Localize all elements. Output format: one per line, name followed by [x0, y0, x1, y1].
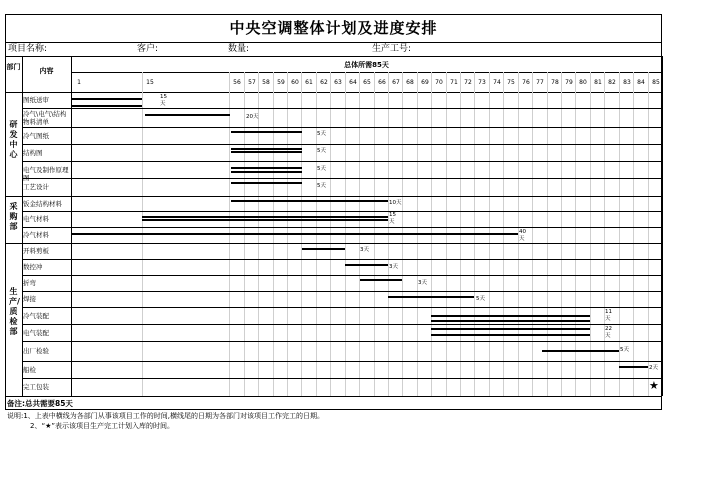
timeline-day-62: 62: [320, 79, 328, 86]
customer-label: 客户:: [137, 44, 159, 54]
dept-production-qc: 生产/质检部: [9, 287, 20, 336]
page-title: 中央空调整体计划及进度安排: [229, 19, 438, 37]
row-divider: [22, 227, 662, 228]
row-divider: [22, 178, 662, 179]
gantt-bar: [142, 216, 388, 218]
timeline-day-56: 56: [233, 79, 241, 86]
grid-column-line: [590, 72, 591, 396]
gantt-bar: [145, 114, 230, 116]
gantt-bar: [231, 151, 302, 153]
duration-label: 15天: [160, 94, 167, 107]
task-label: 船检: [23, 365, 36, 374]
dept-header: 部门: [6, 63, 21, 71]
divider: [71, 72, 662, 73]
grid-column-line: [575, 72, 576, 396]
completion-star-icon: ★: [649, 379, 659, 392]
row-divider: [22, 161, 662, 162]
row-divider: [22, 127, 662, 128]
timeline-day-68: 68: [406, 79, 414, 86]
gantt-bar: [302, 248, 345, 250]
timeline-day-78: 78: [551, 79, 559, 86]
gantt-bar: [431, 320, 590, 322]
task-label: 冷气\电气\结构物料清单: [23, 109, 67, 126]
gantt-bar: [360, 279, 402, 281]
timeline-day-72: 72: [464, 79, 472, 86]
duration-label: 5天: [317, 148, 326, 154]
timeline-day-70: 70: [435, 79, 443, 86]
task-label: 出厂检验: [23, 347, 49, 355]
divider: [5, 196, 662, 197]
duration-label: 20天: [246, 114, 259, 120]
task-label: 焊接: [23, 295, 36, 303]
timeline-day-73: 73: [478, 79, 486, 86]
timeline-day-67: 67: [392, 79, 400, 86]
task-label: 完工包装: [23, 383, 49, 391]
task-label: 折弯: [23, 279, 36, 287]
grid-column-line: [532, 72, 533, 396]
duration-label: 11天: [605, 309, 612, 322]
timeline-day-63: 63: [334, 79, 342, 86]
row-divider: [22, 361, 662, 362]
row-divider: [22, 275, 662, 276]
task-label: 电气装配: [23, 328, 49, 337]
gantt-bar: [388, 296, 474, 298]
gantt-bar: [71, 233, 518, 235]
timeline-day-81: 81: [594, 79, 602, 86]
row-divider: [22, 259, 662, 260]
gantt-bar: [231, 167, 302, 169]
row-divider: [22, 378, 662, 379]
timeline-day-1: 1: [77, 79, 81, 86]
gantt-bar: [142, 219, 388, 221]
duration-label: 5天: [476, 296, 485, 302]
grid-column-line: [633, 72, 634, 396]
timeline-day-71: 71: [450, 79, 458, 86]
gantt-bar: [542, 350, 619, 352]
task-label: 图纸送审: [23, 96, 49, 104]
row-divider: [22, 291, 662, 292]
duration-label: 3天: [418, 280, 427, 286]
row-divider: [22, 108, 662, 109]
gantt-bar: [231, 182, 302, 184]
timeline-day-76: 76: [522, 79, 530, 86]
grid-column-line: [561, 72, 562, 396]
gantt-bar: [619, 366, 648, 368]
row-divider: [22, 324, 662, 325]
gantt-bar: [345, 264, 388, 266]
task-label: 工艺设计: [23, 183, 49, 191]
grid-column-line: [547, 72, 548, 396]
work-no-label: 生产工号:: [372, 44, 412, 54]
row-divider: [22, 341, 662, 342]
timeline-day-64: 64: [349, 79, 357, 86]
duration-label: 2天: [649, 365, 658, 371]
row-divider: [22, 211, 662, 212]
timeline-day-57: 57: [248, 79, 256, 86]
timeline-day-85: 85: [652, 79, 660, 86]
divider: [71, 56, 72, 396]
grid-column-line: [604, 72, 605, 396]
total-days-header: 总体所需85天: [344, 61, 389, 69]
timeline-day-84: 84: [637, 79, 645, 86]
timeline-day-61: 61: [305, 79, 313, 86]
timeline-day-66: 66: [378, 79, 386, 86]
footer-remark: 备注:总共需要85天: [7, 399, 73, 408]
timeline-day-60: 60: [291, 79, 299, 86]
gantt-bar: [71, 98, 142, 100]
gantt-bar: [231, 131, 302, 133]
gantt-bar: [431, 334, 590, 336]
row-divider: [22, 144, 662, 145]
duration-label: 22天: [605, 326, 612, 339]
duration-label: 3天: [389, 264, 398, 270]
gantt-bar: [431, 328, 590, 330]
grid-column-line: [662, 56, 663, 396]
note-2: 2、“★”表示该项目生产完工计划入库的时间。: [30, 422, 174, 430]
task-label: 冷气图纸: [23, 131, 49, 140]
timeline-day-77: 77: [536, 79, 544, 86]
timeline-day-58: 58: [262, 79, 270, 86]
task-label: 冷气装配: [23, 311, 49, 320]
duration-label: 5天: [317, 166, 326, 172]
note-1: 说明:1、上表中横线为各部门从事该项目工作的时间,横线尾的日期为各部门对该项目工作完工的日期。: [7, 412, 325, 420]
row-divider: [22, 307, 662, 308]
timeline-day-80: 80: [579, 79, 587, 86]
task-label: 电气及制作原理图: [23, 165, 69, 182]
divider: [5, 243, 662, 244]
task-label: 结构图: [23, 148, 43, 157]
task-label: 电气材料: [23, 215, 49, 223]
gantt-bar: [431, 315, 590, 317]
grid-column-line: [648, 72, 649, 396]
timeline-day-69: 69: [421, 79, 429, 86]
task-label: 数控冲: [23, 263, 43, 271]
gantt-bar: [231, 148, 302, 150]
divider: [5, 92, 662, 93]
gantt-bar: [231, 200, 388, 202]
quantity-label: 数量:: [228, 44, 250, 54]
divider: [5, 42, 662, 43]
task-label: 冷气材料: [23, 231, 49, 239]
timeline-day-65: 65: [363, 79, 371, 86]
task-label: 钣金结构材料: [23, 199, 62, 208]
duration-label: 40天: [519, 229, 526, 242]
divider: [5, 396, 662, 397]
content-header: 内容: [39, 67, 54, 75]
divider: [5, 56, 662, 57]
duration-label: 5天: [317, 183, 326, 189]
gantt-bar: [231, 171, 302, 173]
duration-label: 5天: [620, 347, 629, 353]
dept-purchasing: 采购部: [9, 202, 18, 231]
timeline-day-82: 82: [608, 79, 616, 86]
divider: [22, 56, 23, 396]
duration-label: 15天: [389, 212, 396, 225]
timeline-day-15: 15: [146, 79, 154, 86]
timeline-day-83: 83: [623, 79, 631, 86]
timeline-day-79: 79: [565, 79, 573, 86]
gantt-bar: [71, 105, 142, 107]
timeline-day-74: 74: [493, 79, 501, 86]
duration-label: 5天: [317, 131, 326, 137]
dept-rd-center: 研发中心: [9, 120, 18, 159]
project-name-label: 项目名称:: [8, 44, 48, 54]
timeline-day-75: 75: [507, 79, 515, 86]
duration-label: 10天: [389, 200, 402, 206]
task-label: 开料剪板: [23, 247, 49, 255]
timeline-day-59: 59: [277, 79, 285, 86]
duration-label: 3天: [360, 247, 369, 253]
